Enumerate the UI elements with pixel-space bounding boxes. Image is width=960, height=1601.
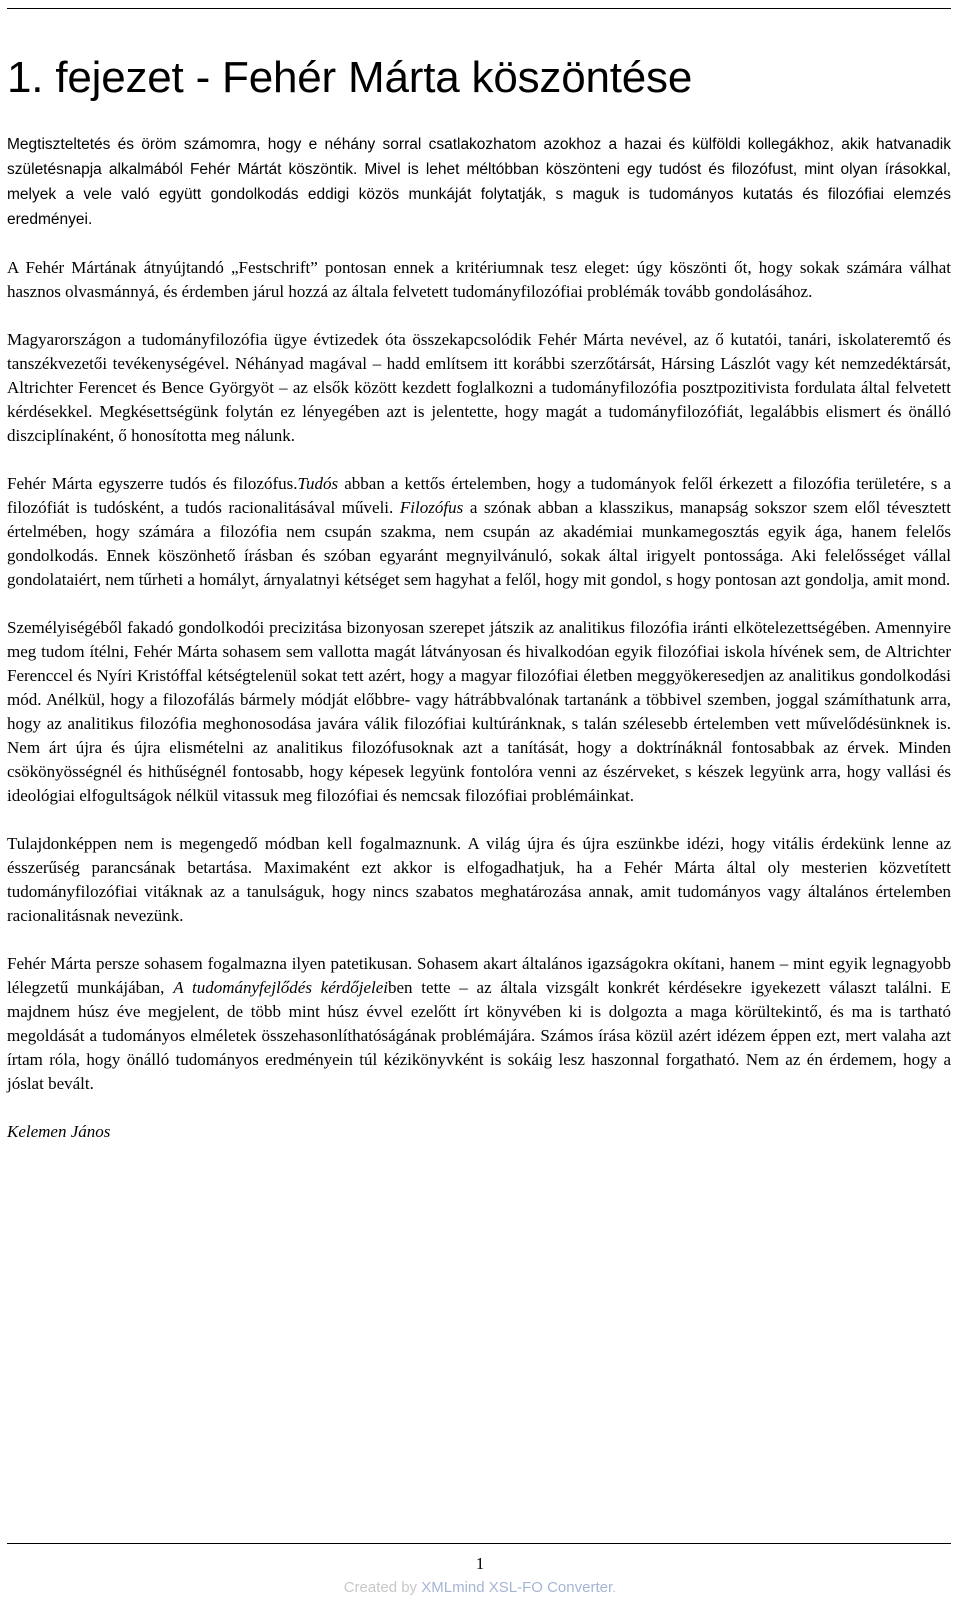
paragraph-4-segment-1: Fehér Márta egyszerre tudós és filozófus. — [7, 474, 298, 493]
converter-credit — [0, 1578, 960, 1598]
paragraph-7 — [7, 952, 951, 1096]
credit-prefix: Created by — [343, 1579, 422, 1596]
paragraph-1 — [7, 132, 951, 232]
credit-suffix: . — [612, 1579, 617, 1596]
converter-link[interactable]: XMLmind XSL-FO Converter — [421, 1579, 613, 1596]
paragraph-3 — [7, 328, 951, 448]
paragraph-4-segment-3: abban a kettős értelemben, hogy a tudományok felől érkezett a filozófia területére, s a filozófiát is tudósként, a tudós racionalitásával műveli. — [7, 474, 951, 517]
paragraph-6-text: Tulajdonképpen nem is megengedő módban kell fogalmaznunk. A világ újra és újra eszünkbe idézi, hogy vitális érdekünk lenne az ésszerűség parancsának betartása. Maximaként ezt akkor is elfogadhatjuk, ha a Fehér Márta által oly mesterien közvetített tudományfilozófiai vitáknak az a tanulságuk, hogy nincs szabatos meghatározása annak, amit tudományos vagy általános értelemben racionalitásnak nevezünk. — [7, 834, 951, 925]
paragraph-5 — [7, 616, 951, 808]
paragraph-4-italic-filozofus: Filozófus — [399, 498, 464, 517]
header-rule — [7, 8, 951, 9]
paragraph-7-italic-book-title: A tudományfejlődés kérdőjelei — [173, 978, 389, 997]
page-number: 1 — [475, 1554, 485, 1573]
paragraph-5-text: Személyiségéből fakadó gondolkodói precizitása bizonyosan szerepet játszik az analitikus filozófia iránti elkötelezettségében. Amennyire meg tudom ítélni, Fehér Márta sohasem sem vallotta magát látványosan és hivalkodóan egyik filozófiai iskola hívének sem, de Altrichter Ferenccel és Nyíri Kristóffal kétségtelenül sokat tett azért, hogy a magyar filozófiai életben meggyökeresedjen az analitikus gondolkodási mód. Anélkül, hogy a filozofálás bármely módját előbbre- vagy hátrábbvalónak tartanánk a többivel szemben, joggal számíthatunk arra, hogy az analitikus filozófia meghonosodása javára válik filozófiai kultúránknak, s talán szélesebb értelemben vett művelődésünknek is. Nem árt újra és újra elismételni az analitikus filozófusoknak azt a tanítását, hogy a doktrínáknál fontosabbak az érvek. Minden csökönyösségnél és hithűségnél fontosabb, hogy képesek legyünk fontolóra venni az észérveket, s készek legyünk arra, hogy vallási és ideológiai elfogultságok nélkül vitassuk meg filozófiai és nemcsak filozófiai problémáinkat. — [7, 618, 951, 805]
paragraph-7-segment-1: Fehér Márta persze sohasem fogalmazna ilyen patetikusan. Sohasem akart általános igazságokra okítani, hanem – mint egyik legnagyobb lélegzetű munkájában, — [7, 954, 951, 997]
chapter-body — [7, 132, 951, 1144]
paragraph-4 — [7, 472, 951, 592]
paragraph-4-italic-tudos: Tudós — [297, 474, 339, 493]
chapter-title: 1. fejezet - Fehér Márta köszöntése — [7, 53, 693, 102]
footer-rule — [7, 1543, 951, 1544]
paragraph-2 — [7, 256, 951, 304]
paragraph-6 — [7, 832, 951, 928]
paragraph-7-segment-3: ben tette – az általa vizsgált konkrét kérdésekre igyekezett választ találni. E majdnem húsz éve megjelent, de több mint húsz évvel ezelőtt írt könyvében ki is dolgozta a maga körültekintő, és ma is tartható megoldását a tudományos elméletek összehasonlíthatóságának problémájára. Számos írása közül azért idézem éppen ezt, mert valaha azt írtam róla, hogy önálló tudományos eredményein túl kézikönyvként is sokáig lesz haszonnal forgatható. Nem az én érdemem, hogy a jóslat bevált. — [7, 978, 952, 1093]
paragraph-4-segment-5: a szónak abban a klasszikus, manapság sokszor szem elől tévesztett értelmében, hogy számára a filozófia nem csupán szakma, nem csupán az akadémiai munkamegosztás egyik ága, hanem felelős gondolkodás. Ennek köszönhető írásban és szóban egyaránt megnyilvánuló, sokak által irigyelt pontossága. Aki felelősséget vállal gondolataiért, nem tűrheti a homályt, árnyalatnyi kétséget sem hagyhat a felől, hogy mit gondol, s hogy pontosan azt gondolja, amit mond. — [7, 498, 951, 589]
paragraph-1-segment-1: Megtiszteltetés és öröm számomra, hogy e néhány sorral csatlakozhatom azokhoz a hazai és külföldi kollegákhoz, akik hatvanadik születésnapja alkalmából Fehér Mártát köszöntik. — [7, 136, 951, 178]
paragraph-1-segment-2: Mivel is lehet méltóbban köszönteni egy tudóst és filozófust, mint olyan írásokkal, melyek a vele való együtt gondolkodás eddigi közös munkáját folytatják, s maguk is tudományos kutatás és filozófiai elemzés eredményei. — [7, 161, 951, 228]
paragraph-2-text: A Fehér Mártának átnyújtandó „Festschrift” pontosan ennek a kritériumnak tesz eleget: úgy köszönti őt, hogy sokak számára válhat hasznos olvasmánnyá, és érdemben járul hozzá az általa felvetett tudományfilozófiai problémák tovább gondolásához. — [7, 258, 951, 301]
paragraph-3-text: Magyarországon a tudományfilozófia ügye évtizedek óta összekapcsolódik Fehér Márta nevével, az ő kutatói, tanári, iskolateremtő és tanszékvezetői tevékenységével. Néhányad magával – hadd említsem itt korábbi szerzőtársát, Hársing Lászlót vagy két nemzedéktársát, Altrichter Ferencet és Bence Györgyöt – az elsők között kezdett foglalkozni a tudományfilozófia posztpozitivista fordulata által felvetett kérdésekkel. Megkésettségünk folytán ez lényegében azt is jelentette, hogy magát a tudományfilozófiát, legalábbis elismert és önálló diszciplínaként, ő honosította meg nálunk. — [7, 330, 951, 445]
author-signature: Kelemen János — [7, 1122, 111, 1141]
